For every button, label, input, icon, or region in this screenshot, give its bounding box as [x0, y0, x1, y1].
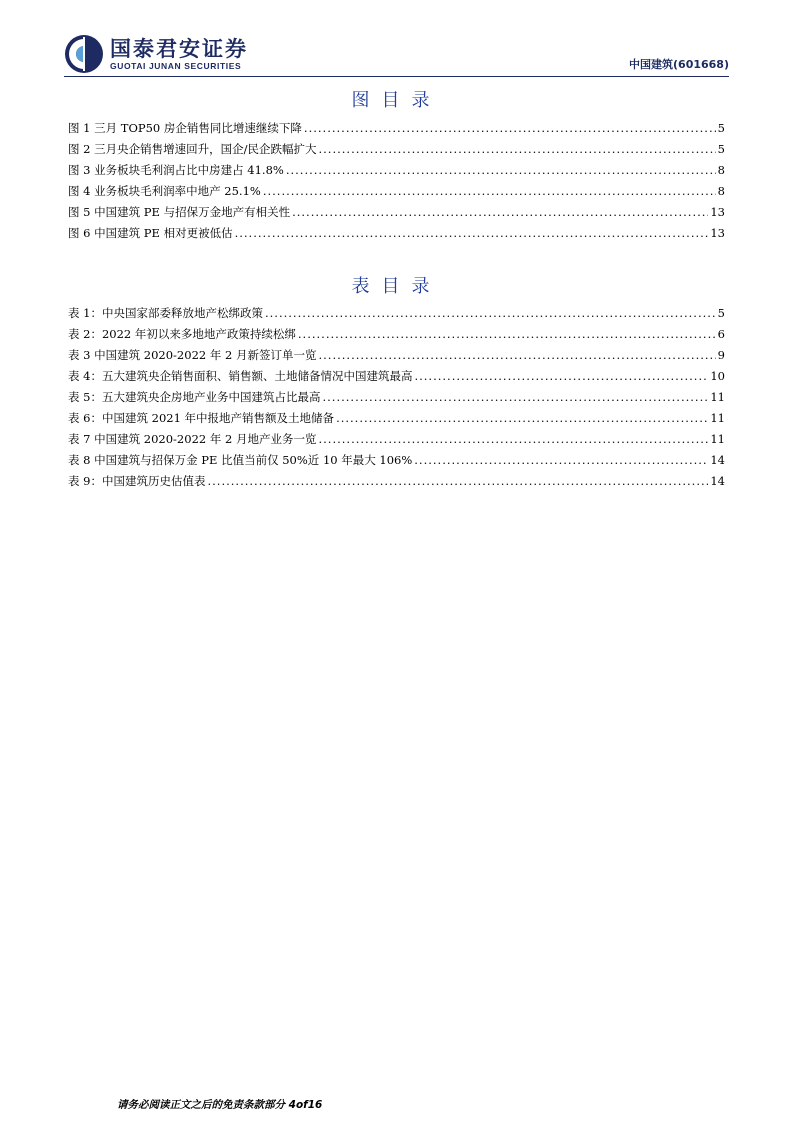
- toc-leader-dots: [414, 366, 708, 387]
- toc-entry[interactable]: [68, 387, 725, 408]
- toc-entry-label: 表 8 中国建筑与招保万金 PE 比值当前仅 50%近 10 年最大 106%: [68, 453, 413, 467]
- toc-entry-label: 表 2：2022 年初以来多地地产政策持续松绑: [68, 327, 296, 341]
- toc-leader-dots: [298, 324, 716, 345]
- toc-leader-dots: [414, 450, 708, 471]
- toc-leader-dots: [286, 160, 716, 181]
- toc-leader-dots: [322, 387, 708, 408]
- toc-leader-dots: [304, 118, 716, 139]
- toc-entry-label: 图 6 中国建筑 PE 相对更被低估: [68, 226, 233, 240]
- toc-entry-label: 图 5 中国建筑 PE 与招保万金地产有相关性: [68, 205, 291, 219]
- toc-entry-page: 11: [710, 432, 725, 446]
- toc-entry-page: 10: [710, 369, 725, 383]
- toc-entry[interactable]: [68, 471, 725, 492]
- toc-leader-dots: [263, 181, 716, 202]
- toc-entry-label: 表 7 中国建筑 2020-2022 年 2 月地产业务一览: [68, 432, 317, 446]
- figures-toc-list: [68, 118, 725, 244]
- toc-entry-page: 5: [717, 121, 725, 135]
- toc-entry[interactable]: [68, 324, 725, 345]
- toc-entry-page: 6: [717, 327, 725, 341]
- toc-entry-label: 图 1 三月 TOP50 房企销售同比增速继续下降: [68, 121, 302, 135]
- toc-leader-dots: [265, 303, 716, 324]
- toc-entry-page: 11: [710, 411, 725, 425]
- toc-entry-page: 14: [710, 474, 725, 488]
- toc-leader-dots: [235, 223, 709, 244]
- toc-entry-label: 表 9：中国建筑历史估值表: [68, 474, 206, 488]
- tables-toc-title: 表目录: [351, 276, 442, 297]
- toc-entry[interactable]: [68, 429, 725, 450]
- figures-toc-title: 图目录: [351, 90, 442, 111]
- toc-entry[interactable]: [68, 160, 725, 181]
- toc-leader-dots: [292, 202, 708, 223]
- toc-entry-page: 13: [710, 205, 725, 219]
- toc-entry[interactable]: [68, 303, 725, 324]
- toc-entry-page: 8: [717, 163, 725, 177]
- toc-entry[interactable]: [68, 118, 725, 139]
- toc-entry[interactable]: [68, 345, 725, 366]
- toc-entry-label: 表 1：中央国家部委释放地产松绑政策: [68, 306, 263, 320]
- toc-entry[interactable]: [68, 202, 725, 223]
- toc-leader-dots: [319, 139, 716, 160]
- toc-leader-dots: [207, 471, 708, 492]
- toc-entry-page: 5: [717, 306, 725, 320]
- toc-entry-label: 表 5：五大建筑央企房地产业务中国建筑占比最高: [68, 390, 321, 404]
- toc-leader-dots: [318, 345, 715, 366]
- toc-leader-dots: [318, 429, 708, 450]
- logo-chinese-name: 国泰君安证券: [110, 37, 248, 61]
- toc-entry-label: 图 4 业务板块毛利润率中地产 25.1%: [68, 184, 261, 198]
- logo-english-name: GUOTAI JUNAN SECURITIES: [110, 61, 242, 71]
- toc-entry[interactable]: [68, 408, 725, 429]
- toc-entry-label: 图 2 三月央企销售增速回升，国企/民企跌幅扩大: [68, 142, 317, 156]
- toc-entry-page: 5: [717, 142, 725, 156]
- company-logo: [64, 34, 248, 74]
- toc-entry-page: 8: [717, 184, 725, 198]
- toc-entry[interactable]: [68, 223, 725, 244]
- tables-toc-list: [68, 303, 725, 492]
- page-header: [64, 30, 729, 77]
- footer-disclaimer: 请务必阅读正文之后的免责条款部分 4of16: [117, 1099, 323, 1111]
- toc-entry[interactable]: [68, 450, 725, 471]
- toc-entry-page: 13: [710, 226, 725, 240]
- toc-entry-page: 11: [710, 390, 725, 404]
- toc-entry-page: 9: [717, 348, 725, 362]
- stock-ticker: 中国建筑(601668): [629, 58, 729, 71]
- toc-entry[interactable]: [68, 139, 725, 160]
- toc-entry-page: 14: [710, 453, 725, 467]
- toc-entry-label: 表 3 中国建筑 2020-2022 年 2 月新签订单一览: [68, 348, 317, 362]
- toc-entry-label: 表 6：中国建筑 2021 年中报地产销售额及土地储备: [68, 411, 335, 425]
- toc-entry[interactable]: [68, 366, 725, 387]
- toc-leader-dots: [336, 408, 708, 429]
- toc-entry[interactable]: [68, 181, 725, 202]
- logo-emblem-icon: [64, 34, 104, 74]
- toc-entry-label: 表 4：五大建筑央企销售面积、销售额、土地储备情况中国建筑最高: [68, 369, 413, 383]
- toc-entry-label: 图 3 业务板块毛利润占比中房建占 41.8%: [68, 163, 284, 177]
